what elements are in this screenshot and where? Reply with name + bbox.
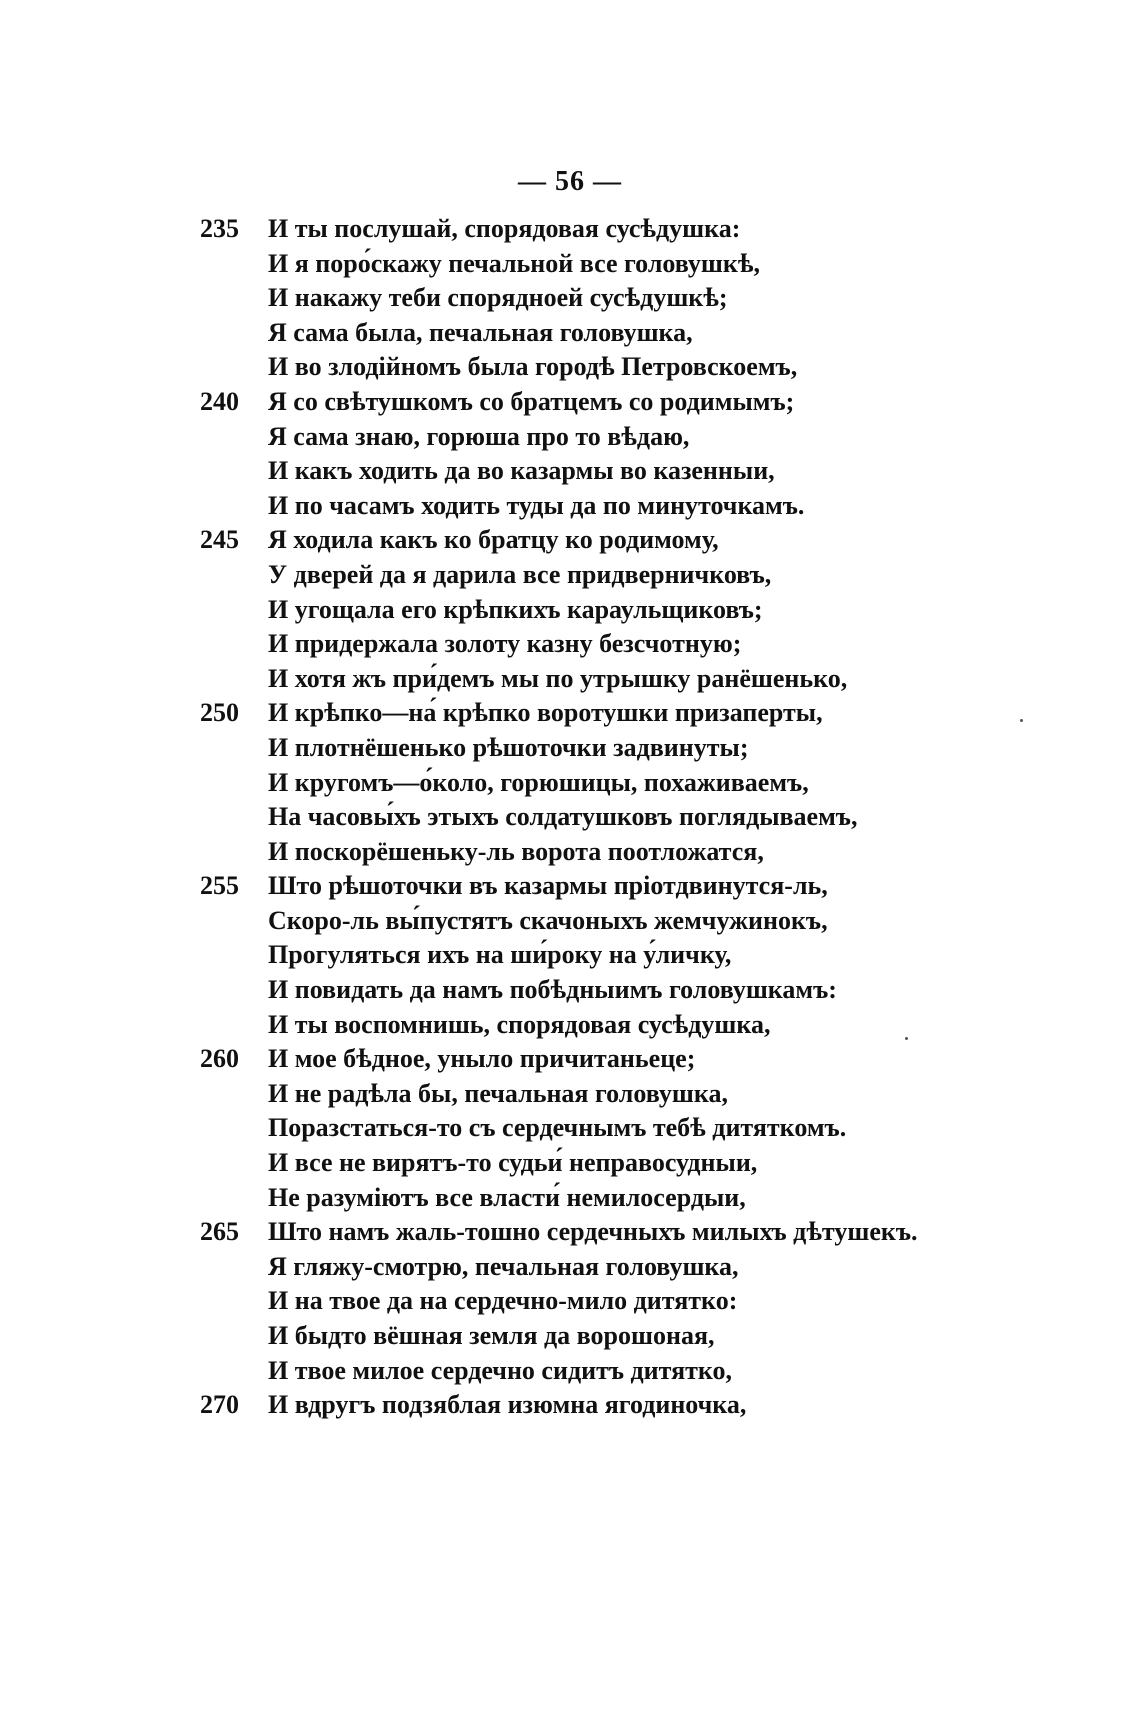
poem-line: [200, 662, 1100, 697]
line-text: И поскорёшеньку-ль ворота поотложатся,: [268, 836, 764, 866]
poem-line: [200, 800, 1100, 835]
line-text: И повидать да намъ побѣдныимъ головушкамъ:: [268, 975, 837, 1005]
poem-line: [200, 973, 1100, 1008]
line-text: И крѣпко—на́ крѣпко воротушки призаперты,: [268, 698, 823, 728]
poem-line: [200, 627, 1100, 662]
line-text: Я гляжу-смотрю, печальная головушка,: [268, 1251, 739, 1281]
line-text: И твое милое сердечно сидитъ дитятко,: [268, 1355, 733, 1385]
line-number: 245: [200, 525, 239, 555]
line-text: И накажу теби спорядноей сусѣдушкѣ;: [268, 283, 728, 313]
line-number: 260: [200, 1044, 239, 1074]
line-text: Скоро-ль вы́пустятъ скачоныхъ жемчужинокъ,: [268, 905, 828, 935]
poem-line: [200, 1284, 1100, 1319]
print-speck: [1020, 719, 1023, 722]
line-text: На часовы́хъ этыхъ солдатушковъ поглядываемъ,: [268, 802, 858, 832]
line-text: И я поро́скажу печальной все головушкѣ,: [268, 248, 760, 278]
poem-line: [200, 489, 1100, 524]
line-text: Што намъ жаль-тошно сердечныхъ милыхъ дѣтушекъ.: [268, 1217, 918, 1247]
line-text: Я со свѣтушкомъ со братцемъ со родимымъ;: [268, 386, 795, 416]
line-text: Я сама знаю, горюша про то вѣдаю,: [268, 421, 690, 451]
line-text: И хотя жъ при́демъ мы по утрышку ранёшенько,: [268, 663, 848, 693]
line-number: 235: [200, 214, 239, 243]
poem-line: [200, 938, 1100, 973]
poem-line: [200, 1354, 1100, 1389]
line-text: И вдругъ подзяблая изюмна ягодиночка,: [268, 1390, 747, 1420]
line-text: И ты воспомнишь, спорядовая сусѣдушка,: [268, 1009, 771, 1039]
poem-line: [200, 350, 1100, 385]
poem-line: [200, 869, 1100, 904]
line-text: И быдто вёшная земля да ворошоная,: [268, 1321, 715, 1350]
poem-line: [200, 593, 1100, 628]
poem-line: [200, 904, 1100, 939]
poem-line: [200, 1077, 1100, 1112]
poem-line: [200, 1146, 1100, 1181]
line-number: 265: [200, 1217, 239, 1247]
poem-line: [200, 1388, 1100, 1423]
poem-line: [200, 1250, 1100, 1285]
line-text: Я сама была, печальная головушка,: [268, 317, 693, 347]
poem-line: [200, 420, 1100, 455]
line-text: И ты послушай, спорядовая сусѣдушка:: [268, 214, 741, 243]
line-text: И мое бѣдное, уныло причитаньеце;: [268, 1044, 696, 1074]
line-text: И какъ ходить да во казармы во казенныи,: [268, 456, 775, 486]
poem-line: [200, 212, 1100, 247]
line-text: Поразстаться-то съ сердечнымъ тебѣ дитяткомъ.: [268, 1113, 847, 1143]
poem-line: [200, 835, 1100, 870]
poem-line: [200, 523, 1100, 558]
line-text: И все не вирятъ-то судьи́ неправосудныи,: [268, 1148, 758, 1178]
poem-line: [200, 1111, 1100, 1146]
line-text: И угощала его крѣпкихъ караульщиковъ;: [268, 594, 763, 624]
line-text: И во злодійномъ была городѣ Петровскоемъ,: [268, 352, 798, 382]
line-text: Што рѣшоточки въ казармы пріотдвинутся-ль,: [268, 871, 828, 901]
poem-line: [200, 1042, 1100, 1077]
line-number: 270: [200, 1390, 239, 1420]
line-number: 250: [200, 698, 239, 728]
line-text: И не радѣла бы, печальная головушка,: [268, 1078, 728, 1108]
poem-line: [200, 1181, 1100, 1216]
poem-line: [200, 385, 1100, 420]
line-text: Я ходила какъ ко братцу ко родимому,: [268, 525, 719, 555]
line-text: Прогуляться ихъ на ши́року на у́личку,: [268, 940, 732, 970]
poem-line: [200, 1319, 1100, 1354]
poem-line: [200, 558, 1100, 593]
line-text: У дверей да я дарила все придверничковъ,: [268, 559, 772, 589]
poem-line: [200, 454, 1100, 489]
line-text: И придержала золоту казну безсчотную;: [268, 629, 742, 659]
print-speck: [905, 1037, 908, 1040]
poem-line: [200, 1008, 1100, 1043]
poem-line: [200, 1215, 1100, 1250]
poem-line: [200, 696, 1100, 731]
page-number: — 56 —: [518, 166, 622, 197]
poem-block: [200, 212, 1100, 1423]
line-number: 255: [200, 871, 239, 901]
poem-line: [200, 731, 1100, 766]
line-text: Не разуміютъ все власти́ немилосердыи,: [268, 1182, 746, 1212]
poem-line: [200, 247, 1100, 282]
line-text: И по часамъ ходить туды да по минуточкамъ.: [268, 490, 805, 520]
poem-line: [200, 281, 1100, 316]
poem-line: [200, 316, 1100, 351]
line-text: И на твое да на сердечно-мило дитятко:: [268, 1286, 738, 1316]
poem-line: [200, 766, 1100, 801]
line-number: 240: [200, 386, 239, 416]
line-text: И кругомъ—о́коло, горюшицы, похаживаемъ,: [268, 767, 809, 797]
line-text: И плотнёшенько рѣшоточки задвинуты;: [268, 732, 749, 762]
